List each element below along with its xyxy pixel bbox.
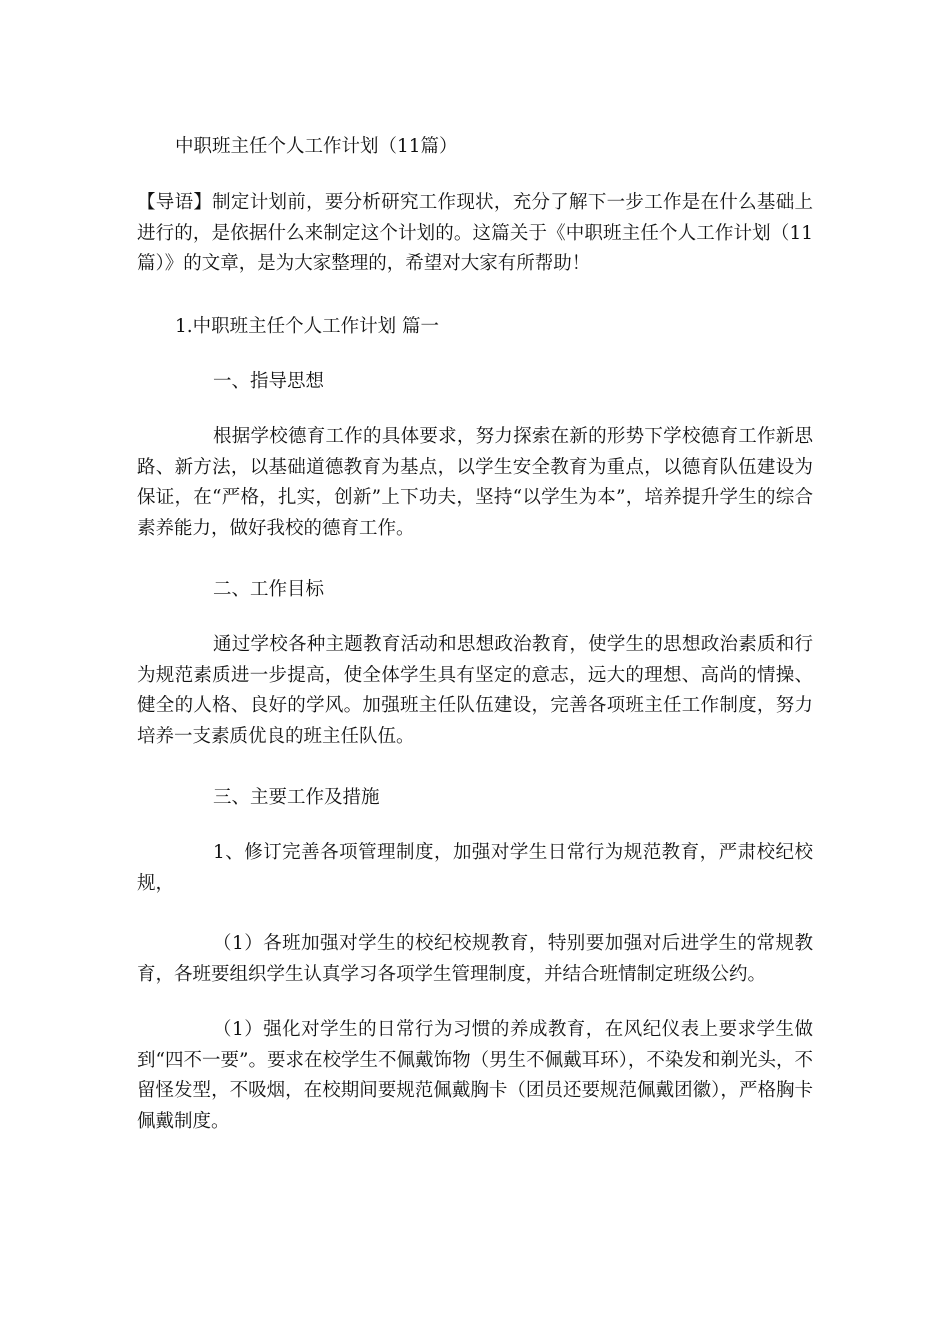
intro-lead: 【导语】: [137, 192, 213, 213]
measure-subpoint: （1）强化对学生的日常行为习惯的养成教育，在风纪仪表上要求学生做到“四不一要”。要求在校学生不佩戴饰物（男生不佩戴耳环），不染发和剃光头，不留怪发型，不吸烟，在校期间要规范佩戴胸卡（团员还要规范佩戴团徽），严格胸卡佩戴制度。: [137, 1019, 813, 1132]
intro-paragraph: [137, 188, 813, 280]
item-heading: 1.中职班主任个人工作计划 篇一: [175, 316, 440, 337]
section-paragraph: 根据学校德育工作的具体要求，努力探索在新的形势下学校德育工作新思路、新方法，以基础道德教育为基点，以学生安全教育为重点，以德育队伍建设为保证，在“严格，扎实，创新”上下功夫，坚持“以学生为本”，培养提升学生的综合素养能力，做好我校的德育工作。: [137, 426, 813, 539]
document-title: 中职班主任个人工作计划（11篇）: [175, 136, 458, 157]
measure-point: 1、修订完善各项管理制度，加强对学生日常行为规范教育，严肃校纪校规，: [137, 842, 813, 894]
section-heading: 二、工作目标: [213, 579, 325, 600]
section-heading: 一、指导思想: [213, 371, 325, 392]
measure-subpoint: （1）各班加强对学生的校纪校规教育，特别要加强对后进学生的常规教育，各班要组织学生认真学习各项学生管理制度，并结合班情制定班级公约。: [137, 933, 813, 985]
section-paragraph: 通过学校各种主题教育活动和思想政治教育，使学生的思想政治素质和行为规范素质进一步提高，使全体学生具有坚定的意志，远大的理想、高尚的情操、健全的人格、良好的学风。加强班主任队伍建设，完善各项班主任工作制度，努力培养一支素质优良的班主任队伍。: [137, 634, 813, 747]
intro-text: 制定计划前，要分析研究工作现状，充分了解下一步工作是在什么基础上进行的，是依据什么来制定这个计划的。这篇关于《中职班主任个人工作计划（11篇）》的文章，是为大家整理的，希望对大家有所帮助！: [137, 192, 813, 274]
section-heading: 三、主要工作及措施: [213, 787, 380, 808]
